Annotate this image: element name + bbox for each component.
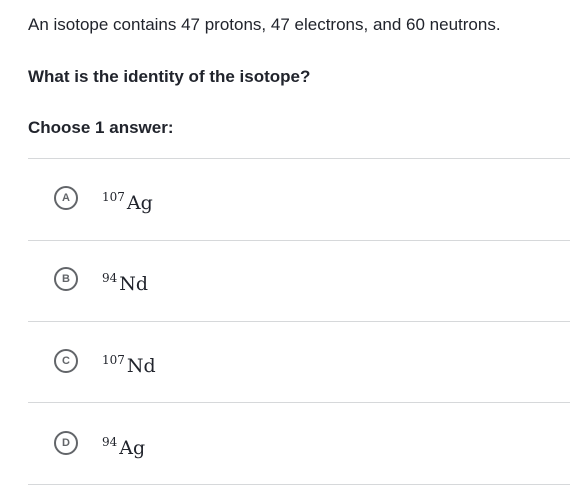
question-prompt: What is the identity of the isotope? — [28, 67, 311, 86]
mass-number: 94 — [102, 271, 118, 285]
answer-choice-a[interactable] — [28, 159, 570, 239]
choice-letter-d[interactable]: D — [54, 431, 78, 455]
element-symbol: Nd — [119, 273, 149, 295]
element-symbol: Ag — [119, 437, 146, 459]
mass-number: 94 — [102, 435, 118, 449]
choice-content-b — [102, 264, 148, 298]
choice-content-a — [102, 183, 153, 217]
answer-choice-d[interactable] — [28, 403, 570, 483]
choice-letter-b[interactable]: B — [54, 267, 78, 291]
element-symbol: Nd — [126, 355, 156, 377]
mass-number: 107 — [102, 190, 125, 204]
mass-number: 107 — [102, 353, 125, 367]
answer-choice-c[interactable] — [28, 322, 570, 402]
element-symbol: Ag — [126, 192, 153, 214]
question-text: An isotope contains 47 protons, 47 electrons, and 60 neutrons. — [28, 15, 501, 34]
divider — [28, 484, 570, 485]
choice-content-d — [102, 428, 145, 462]
choice-letter-a[interactable]: A — [54, 186, 78, 210]
choice-content-c — [102, 346, 156, 380]
answer-choice-b[interactable] — [28, 241, 570, 321]
choice-letter-c[interactable]: C — [54, 349, 78, 373]
choose-answer-label: Choose 1 answer: — [28, 118, 174, 137]
